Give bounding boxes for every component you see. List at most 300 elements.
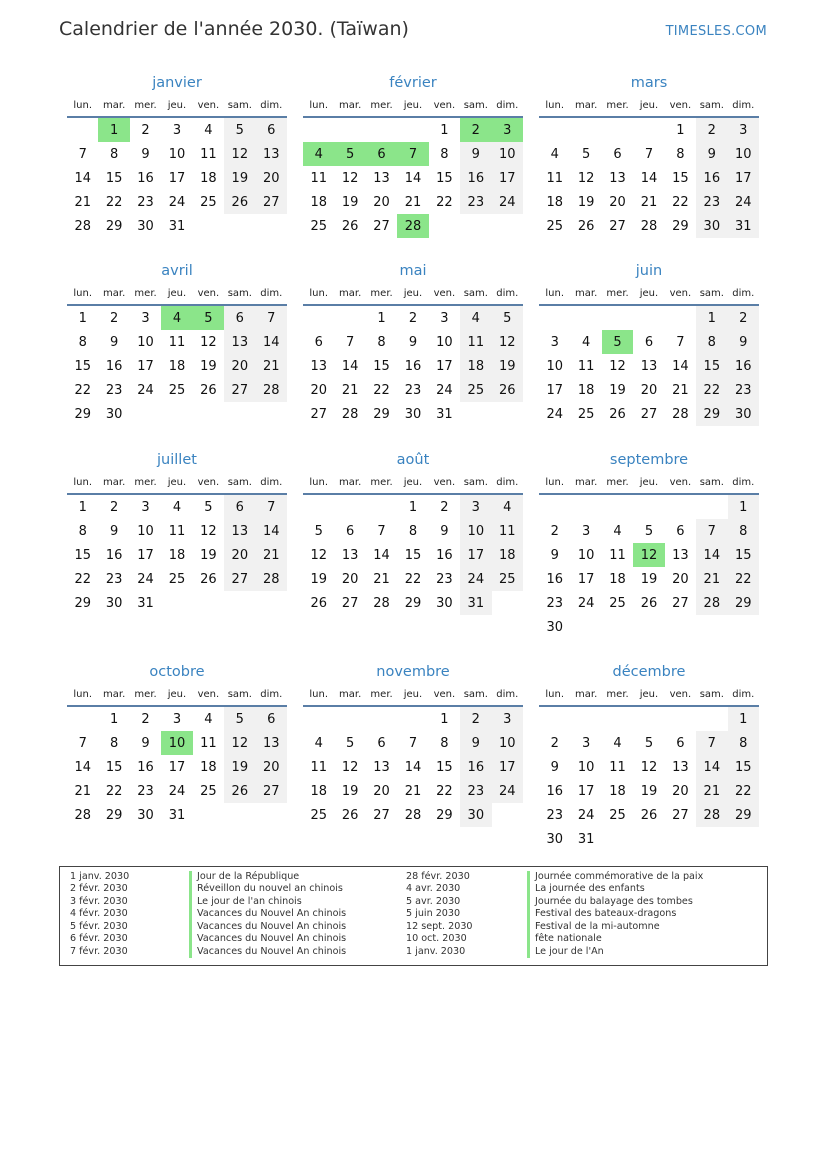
legend-dates-column (406, 871, 473, 958)
day-cell: 24 (168, 194, 186, 210)
legend-holiday-name: Festival des bateaux-dragons (527, 908, 703, 920)
day-cell: 11 (200, 735, 217, 751)
day-cell: 27 (224, 378, 255, 402)
day-cell: 16 (137, 759, 154, 775)
day-cell: 12 (341, 759, 359, 775)
day-cell: 31 (460, 591, 491, 615)
day-cell: 5 (581, 146, 591, 162)
day-cell: 28 (74, 218, 91, 234)
weekday-label: lun. (309, 477, 329, 488)
month-name: novembre (376, 664, 450, 680)
day-grid (67, 495, 287, 615)
day-cell: 19 (200, 547, 217, 563)
month-name: mai (399, 263, 427, 279)
day-cell: 14 (696, 543, 727, 567)
day-cell: 17 (168, 759, 186, 775)
empty-cell (397, 707, 428, 731)
weekday-label: lun. (73, 689, 93, 700)
weekday-label: dim. (496, 100, 519, 111)
day-cell: 6 (676, 523, 685, 539)
day-cell: 7 (676, 334, 685, 350)
weekday-label: jeu. (639, 689, 659, 700)
day-cell: 15 (436, 759, 453, 775)
day-cell: 29 (404, 595, 422, 611)
day-cell: 1 (728, 707, 759, 731)
empty-cell (602, 118, 633, 142)
day-cell: 28 (640, 218, 658, 234)
empty-cell (602, 495, 633, 519)
day-cell: 26 (224, 779, 255, 803)
holiday-day-cell: 5 (602, 330, 633, 354)
day-cell: 20 (224, 354, 255, 378)
day-cell: 11 (546, 170, 563, 186)
day-cell: 1 (78, 310, 87, 326)
day-cell: 9 (728, 330, 759, 354)
day-cell: 7 (78, 146, 87, 162)
day-cell: 7 (408, 735, 418, 751)
day-cell: 3 (581, 735, 591, 751)
day-cell: 30 (404, 406, 422, 422)
day-cell: 17 (577, 571, 595, 587)
day-cell: 28 (256, 567, 287, 591)
day-cell: 19 (577, 194, 595, 210)
weekday-label: mar. (103, 477, 126, 488)
weekday-label: mar. (339, 477, 362, 488)
legend-holiday-name: Le jour de l'an chinois (189, 896, 346, 908)
day-cell: 3 (492, 707, 523, 731)
legend-date: 10 oct. 2030 (406, 933, 467, 945)
legend-date: 6 févr. 2030 (70, 933, 128, 945)
legend-holiday-name: Journée du balayage des tombes (527, 896, 703, 908)
day-cell: 7 (78, 735, 87, 751)
day-grid (539, 306, 759, 426)
day-cell: 19 (200, 358, 217, 374)
day-cell: 1 (408, 499, 418, 515)
day-cell: 23 (460, 190, 491, 214)
weekday-label: sam. (463, 477, 488, 488)
empty-cell (539, 118, 570, 142)
day-cell: 26 (224, 190, 255, 214)
day-cell: 1 (676, 122, 685, 138)
weekday-label: mer. (370, 477, 393, 488)
day-cell: 2 (141, 122, 150, 138)
empty-cell (366, 118, 397, 142)
weekday-label: mar. (575, 100, 598, 111)
weekday-label: mer. (134, 288, 157, 299)
weekday-label: dim. (732, 477, 755, 488)
day-cell: 6 (613, 146, 622, 162)
day-cell: 3 (172, 122, 182, 138)
day-cell: 11 (200, 146, 217, 162)
day-cell: 25 (546, 218, 563, 234)
empty-cell (366, 707, 397, 731)
day-cell: 17 (436, 358, 453, 374)
day-cell: 18 (200, 759, 217, 775)
day-cell: 22 (436, 194, 453, 210)
day-cell: 4 (172, 499, 182, 515)
day-cell: 12 (200, 334, 217, 350)
day-cell: 9 (141, 146, 150, 162)
day-cell: 3 (460, 495, 491, 519)
weekday-label: ven. (197, 100, 220, 111)
day-cell: 29 (105, 218, 123, 234)
weekday-label: jeu. (403, 477, 423, 488)
weekday-label: jeu. (639, 288, 659, 299)
weekday-label: lun. (73, 288, 93, 299)
day-cell: 14 (640, 170, 658, 186)
day-cell: 11 (168, 523, 186, 539)
day-cell: 18 (310, 783, 327, 799)
day-cell: 14 (341, 358, 359, 374)
day-cell: 26 (200, 571, 217, 587)
weekday-label: sam. (699, 477, 724, 488)
day-cell: 21 (373, 571, 390, 587)
weekday-label: mer. (370, 100, 393, 111)
day-cell: 11 (577, 358, 595, 374)
day-cell: 1 (440, 711, 449, 727)
day-cell: 30 (105, 406, 123, 422)
day-cell: 21 (696, 779, 727, 803)
year-calendar-grid (67, 70, 760, 871)
weekday-header (539, 686, 759, 707)
day-cell: 10 (546, 358, 563, 374)
day-cell: 4 (492, 495, 523, 519)
weekday-label: mar. (575, 689, 598, 700)
day-cell: 13 (373, 759, 390, 775)
day-cell: 9 (408, 334, 418, 350)
day-cell: 13 (672, 759, 689, 775)
day-cell: 16 (137, 170, 154, 186)
month-name: août (396, 452, 430, 468)
day-cell: 23 (137, 194, 154, 210)
weekday-label: dim. (260, 288, 283, 299)
month-3 (539, 70, 759, 258)
day-cell: 1 (440, 122, 449, 138)
legend-date: 7 févr. 2030 (70, 945, 128, 957)
day-cell: 2 (460, 707, 491, 731)
day-cell: 28 (672, 406, 689, 422)
day-cell: 21 (256, 354, 287, 378)
day-cell: 20 (373, 194, 390, 210)
empty-cell (570, 118, 601, 142)
weekday-label: ven. (197, 689, 220, 700)
day-cell: 23 (546, 807, 563, 823)
weekday-label: dim. (732, 689, 755, 700)
day-cell: 8 (728, 731, 759, 755)
day-cell: 2 (550, 523, 559, 539)
legend-holiday-name: Le jour de l'An (527, 946, 703, 958)
day-cell: 18 (200, 170, 217, 186)
month-12 (539, 659, 759, 871)
day-cell: 29 (436, 807, 453, 823)
day-cell: 24 (168, 783, 186, 799)
day-cell: 8 (728, 519, 759, 543)
day-cell: 2 (696, 118, 727, 142)
empty-cell (570, 306, 601, 330)
empty-cell (570, 495, 601, 519)
weekday-header (539, 474, 759, 495)
holiday-day-cell: 4 (303, 142, 334, 166)
day-cell: 16 (546, 571, 563, 587)
day-cell: 7 (377, 523, 386, 539)
day-cell: 23 (105, 382, 123, 398)
weekday-header (539, 97, 759, 118)
day-cell: 8 (440, 735, 449, 751)
weekday-label: mer. (370, 288, 393, 299)
weekday-label: sam. (227, 288, 252, 299)
day-cell: 24 (546, 406, 563, 422)
weekday-label: ven. (433, 477, 456, 488)
empty-cell (696, 707, 727, 731)
day-cell: 1 (696, 306, 727, 330)
month-10 (67, 659, 287, 871)
day-cell: 20 (640, 382, 658, 398)
empty-cell (334, 118, 365, 142)
day-cell: 11 (168, 334, 186, 350)
day-grid (303, 306, 523, 426)
day-cell: 27 (373, 807, 390, 823)
weekday-label: lun. (545, 477, 565, 488)
day-cell: 16 (460, 755, 491, 779)
weekday-label: sam. (463, 689, 488, 700)
day-cell: 10 (492, 142, 523, 166)
empty-cell (665, 306, 696, 330)
day-cell: 14 (373, 547, 390, 563)
holiday-day-cell: 28 (397, 214, 428, 238)
legend-holiday-name: Vacances du Nouvel An chinois (189, 908, 346, 920)
weekday-label: mer. (606, 477, 629, 488)
day-cell: 9 (109, 334, 119, 350)
day-cell: 21 (640, 194, 658, 210)
day-cell: 17 (492, 166, 523, 190)
day-cell: 13 (609, 170, 626, 186)
day-grid (67, 707, 287, 827)
weekday-label: dim. (260, 100, 283, 111)
weekday-label: mer. (606, 689, 629, 700)
day-cell: 15 (436, 170, 453, 186)
weekday-label: jeu. (167, 477, 187, 488)
day-cell: 9 (440, 523, 449, 539)
day-grid (303, 118, 523, 238)
day-cell: 3 (440, 310, 449, 326)
day-cell: 10 (577, 759, 595, 775)
day-cell: 9 (109, 523, 119, 539)
page-title: Calendrier de l'année 2030. (Taïwan) (59, 18, 409, 40)
day-cell: 24 (492, 779, 523, 803)
empty-cell (366, 495, 397, 519)
day-cell: 22 (105, 783, 123, 799)
day-cell: 16 (105, 547, 123, 563)
weekday-header (303, 686, 523, 707)
day-cell: 7 (644, 146, 654, 162)
day-cell: 4 (581, 334, 591, 350)
day-cell: 22 (696, 378, 727, 402)
legend-date: 1 janv. 2030 (70, 871, 130, 882)
brand-link[interactable]: TIMESLES.COM (665, 24, 767, 39)
day-cell: 19 (224, 166, 255, 190)
legend-holiday-name: Journée commémorative de la paix (527, 871, 703, 883)
day-cell: 28 (696, 591, 727, 615)
day-cell: 26 (341, 218, 359, 234)
weekday-header (539, 285, 759, 306)
weekday-header (303, 97, 523, 118)
day-cell: 15 (74, 358, 91, 374)
day-cell: 24 (577, 595, 595, 611)
day-cell: 17 (460, 543, 491, 567)
month-4 (67, 258, 287, 447)
month-8 (303, 447, 523, 659)
day-cell: 24 (460, 567, 491, 591)
day-cell: 6 (345, 523, 355, 539)
day-cell: 29 (728, 591, 759, 615)
weekday-label: mer. (134, 689, 157, 700)
day-cell: 20 (224, 543, 255, 567)
day-cell: 10 (137, 334, 154, 350)
day-cell: 18 (310, 194, 327, 210)
day-cell: 8 (109, 146, 119, 162)
month-name: juillet (157, 452, 197, 468)
day-cell: 27 (310, 406, 327, 422)
day-cell: 4 (204, 122, 213, 138)
day-cell: 26 (640, 595, 658, 611)
day-cell: 19 (640, 783, 658, 799)
empty-cell (67, 707, 98, 731)
weekday-label: ven. (669, 477, 692, 488)
day-cell: 16 (546, 783, 563, 799)
day-cell: 10 (460, 519, 491, 543)
day-cell: 27 (224, 567, 255, 591)
weekday-label: jeu. (403, 689, 423, 700)
day-cell: 8 (109, 735, 119, 751)
day-cell: 28 (74, 807, 91, 823)
month-name: décembre (612, 664, 686, 680)
day-cell: 14 (404, 170, 422, 186)
weekday-label: mer. (606, 288, 629, 299)
empty-cell (696, 495, 727, 519)
day-cell: 24 (137, 382, 154, 398)
day-cell: 18 (609, 783, 626, 799)
day-cell: 12 (224, 731, 255, 755)
day-cell: 11 (492, 519, 523, 543)
day-cell: 3 (728, 118, 759, 142)
day-cell: 4 (550, 146, 559, 162)
day-cell: 24 (137, 571, 154, 587)
day-cell: 4 (460, 306, 491, 330)
day-cell: 25 (577, 406, 595, 422)
day-cell: 21 (341, 382, 359, 398)
holiday-day-cell: 5 (193, 306, 224, 330)
day-cell: 21 (404, 194, 422, 210)
day-cell: 22 (105, 194, 123, 210)
day-cell: 1 (728, 495, 759, 519)
empty-cell (539, 495, 570, 519)
day-cell: 21 (696, 567, 727, 591)
holiday-day-cell: 6 (366, 142, 397, 166)
weekday-label: dim. (260, 477, 283, 488)
day-cell: 19 (310, 571, 327, 587)
day-cell: 23 (404, 382, 422, 398)
weekday-label: dim. (260, 689, 283, 700)
day-cell: 6 (256, 707, 287, 731)
day-cell: 29 (373, 406, 390, 422)
day-grid (67, 118, 287, 238)
day-cell: 21 (672, 382, 689, 398)
day-cell: 24 (492, 190, 523, 214)
empty-cell (539, 306, 570, 330)
month-11 (303, 659, 523, 871)
day-cell: 20 (373, 783, 390, 799)
day-grid (539, 118, 759, 238)
day-cell: 5 (492, 306, 523, 330)
legend-date: 5 avr. 2030 (406, 895, 461, 907)
day-cell: 15 (105, 759, 123, 775)
day-cell: 7 (345, 334, 355, 350)
weekday-label: mar. (103, 689, 126, 700)
month-name: septembre (609, 452, 689, 468)
weekday-label: jeu. (639, 477, 659, 488)
day-cell: 18 (168, 547, 186, 563)
day-cell: 6 (676, 735, 685, 751)
weekday-label: mer. (134, 477, 157, 488)
day-cell: 31 (577, 831, 595, 847)
day-cell: 22 (74, 382, 91, 398)
legend-holiday-name: La journée des enfants (527, 883, 703, 895)
day-cell: 18 (546, 194, 563, 210)
weekday-label: lun. (545, 288, 565, 299)
day-cell: 25 (609, 807, 626, 823)
day-cell: 6 (644, 334, 654, 350)
weekday-label: mar. (339, 100, 362, 111)
day-cell: 12 (609, 358, 626, 374)
day-cell: 23 (436, 571, 453, 587)
day-cell: 27 (672, 595, 689, 611)
day-cell: 25 (168, 571, 186, 587)
day-grid (539, 707, 759, 851)
weekday-label: jeu. (403, 288, 423, 299)
day-cell: 7 (696, 519, 727, 543)
day-cell: 17 (137, 358, 154, 374)
weekday-label: sam. (227, 689, 252, 700)
month-name: février (389, 75, 437, 91)
day-cell: 17 (492, 755, 523, 779)
weekday-header (67, 285, 287, 306)
empty-cell (303, 707, 334, 731)
day-cell: 15 (728, 755, 759, 779)
legend-date: 12 sept. 2030 (406, 920, 473, 932)
day-cell: 28 (341, 406, 359, 422)
day-cell: 14 (256, 330, 287, 354)
day-cell: 23 (105, 571, 123, 587)
month-5 (303, 258, 523, 447)
day-cell: 11 (310, 170, 327, 186)
month-name: avril (161, 263, 193, 279)
day-cell: 15 (404, 547, 422, 563)
day-cell: 26 (341, 807, 359, 823)
weekday-header (67, 97, 287, 118)
legend-date: 4 avr. 2030 (406, 883, 461, 895)
day-cell: 12 (224, 142, 255, 166)
day-cell: 25 (310, 218, 327, 234)
day-cell: 20 (672, 571, 689, 587)
legend-date: 1 janv. 2030 (406, 945, 466, 957)
day-cell: 27 (256, 779, 287, 803)
day-cell: 4 (613, 735, 622, 751)
day-cell: 31 (168, 218, 186, 234)
day-cell: 1 (109, 711, 119, 727)
day-cell: 17 (168, 170, 186, 186)
day-cell: 24 (577, 807, 595, 823)
day-cell: 18 (460, 354, 491, 378)
